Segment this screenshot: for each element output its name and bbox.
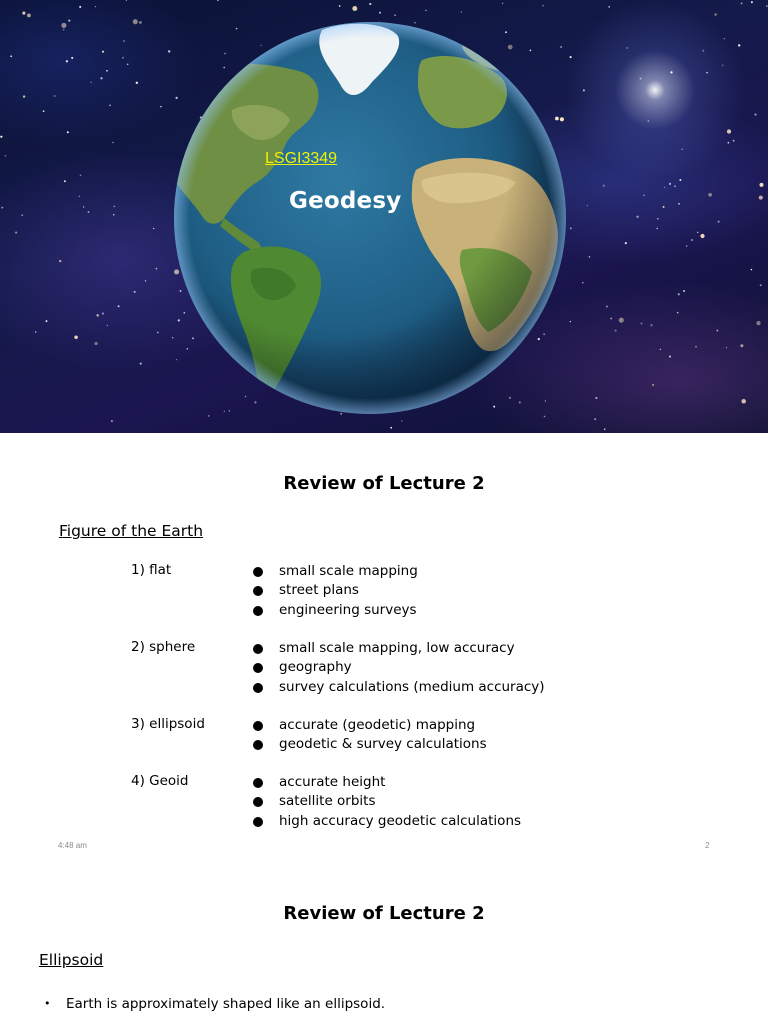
star — [741, 2, 743, 4]
star — [718, 221, 720, 223]
star — [756, 321, 760, 325]
group-label: 1) flat — [131, 562, 172, 578]
star — [636, 216, 638, 218]
star — [102, 312, 104, 314]
star — [79, 196, 80, 197]
star — [106, 70, 108, 72]
star — [670, 71, 672, 73]
star — [570, 227, 572, 229]
star — [59, 260, 61, 262]
star — [733, 140, 735, 142]
star — [615, 330, 617, 332]
section-title: Ellipsoid — [39, 951, 104, 969]
star — [54, 95, 56, 97]
list-item: survey calculations (medium accuracy) — [251, 678, 545, 697]
star — [727, 142, 729, 144]
star — [542, 5, 543, 6]
star — [669, 356, 671, 358]
star — [27, 13, 31, 17]
title-slide — [0, 0, 768, 433]
star — [766, 5, 767, 6]
star — [79, 6, 81, 8]
star — [109, 104, 111, 106]
star — [15, 231, 17, 233]
bullet-dot-icon — [253, 778, 263, 788]
star — [587, 205, 588, 206]
section-title: Figure of the Earth — [59, 522, 204, 540]
star — [608, 6, 610, 8]
bullet-dot-icon — [253, 817, 263, 827]
star — [390, 427, 392, 429]
star — [35, 331, 36, 332]
star — [740, 344, 743, 347]
star — [111, 420, 113, 422]
star — [697, 232, 699, 234]
star — [126, 0, 127, 1]
bullet-dot-icon: • — [44, 997, 51, 1010]
list-item: high accuracy geodetic calculations — [251, 812, 521, 831]
star — [582, 282, 583, 283]
star — [641, 323, 643, 325]
earth-globe-image — [172, 20, 568, 416]
star — [113, 214, 114, 215]
bullet-list — [251, 773, 521, 831]
star — [604, 428, 606, 430]
star — [21, 214, 23, 216]
slide-review-figure-of-earth — [0, 433, 768, 863]
star — [716, 330, 718, 332]
star — [679, 179, 681, 181]
star — [751, 269, 752, 270]
bullet-list — [251, 639, 545, 697]
star — [157, 332, 159, 334]
star — [95, 6, 96, 7]
star — [663, 206, 665, 208]
star — [80, 174, 82, 176]
star — [401, 420, 402, 421]
star — [708, 193, 712, 197]
bullet-list — [251, 562, 418, 620]
star — [606, 306, 608, 308]
star — [570, 321, 571, 322]
star — [23, 95, 25, 97]
slide-title: Geodesy — [289, 188, 402, 214]
star — [339, 5, 341, 7]
star — [122, 57, 124, 59]
course-code[interactable]: LSGI3349 — [265, 150, 338, 167]
star — [74, 336, 78, 340]
star — [95, 342, 98, 345]
list-item: geography — [251, 658, 545, 677]
star — [64, 180, 66, 182]
star — [759, 196, 763, 200]
star — [156, 268, 158, 270]
star — [669, 183, 671, 185]
star — [678, 293, 680, 295]
list-item: engineering surveys — [251, 601, 418, 620]
star — [702, 50, 704, 52]
star — [136, 82, 138, 84]
star — [677, 312, 679, 314]
star — [626, 47, 627, 48]
star — [640, 78, 642, 80]
star — [603, 185, 605, 187]
star — [652, 384, 654, 386]
star — [1, 207, 3, 209]
star — [83, 206, 84, 207]
star — [66, 60, 68, 62]
star — [369, 3, 371, 5]
star — [139, 21, 142, 24]
star — [625, 242, 627, 244]
list-item: geodetic & survey calculations — [251, 735, 487, 754]
star — [133, 19, 138, 24]
star — [394, 14, 395, 15]
star — [656, 228, 657, 229]
star — [10, 55, 12, 57]
star — [724, 38, 725, 39]
bullet-dot-icon — [253, 663, 263, 673]
star — [118, 305, 120, 307]
star — [71, 57, 73, 59]
star — [722, 65, 723, 66]
star — [754, 114, 756, 116]
star — [217, 0, 219, 1]
star — [706, 72, 708, 74]
bullet-dot-icon — [253, 740, 263, 750]
list-item: accurate height — [251, 773, 521, 792]
list-item: street plans — [251, 581, 418, 600]
star — [643, 194, 645, 196]
bullet-dot-icon — [253, 797, 263, 807]
star — [46, 320, 48, 322]
star — [113, 205, 115, 207]
star — [678, 203, 680, 205]
star — [5, 155, 7, 157]
star — [595, 397, 597, 399]
list-item: small scale mapping, low accuracy — [251, 639, 545, 658]
star — [68, 20, 70, 22]
star — [700, 234, 704, 238]
bullet-dot-icon — [253, 721, 263, 731]
star — [160, 106, 162, 108]
star — [760, 284, 762, 286]
star — [145, 280, 146, 281]
star — [168, 50, 170, 52]
star — [134, 291, 136, 293]
star — [695, 346, 697, 348]
bullet-dot-icon — [253, 606, 263, 616]
star — [352, 6, 357, 11]
star — [63, 29, 65, 31]
star — [660, 349, 661, 350]
star — [127, 64, 129, 66]
star — [681, 148, 683, 150]
star — [570, 56, 572, 58]
star — [691, 239, 693, 241]
star — [379, 12, 381, 14]
star — [714, 13, 716, 15]
star — [0, 136, 2, 138]
star — [140, 363, 142, 365]
list-item: satellite orbits — [251, 792, 521, 811]
star — [759, 183, 763, 187]
list-item: accurate (geodetic) mapping — [251, 716, 487, 735]
star — [683, 290, 685, 292]
star — [90, 82, 91, 83]
star — [648, 120, 650, 122]
bullet-dot-icon — [253, 567, 263, 577]
star — [741, 399, 746, 404]
star — [650, 324, 652, 326]
star — [43, 110, 45, 112]
star — [96, 314, 98, 316]
star — [88, 211, 90, 213]
group-label: 4) Geoid — [131, 773, 189, 789]
bullet-dot-icon — [253, 586, 263, 596]
star — [107, 325, 108, 326]
star — [61, 23, 66, 28]
bullet-list — [251, 716, 487, 755]
star — [674, 186, 675, 187]
star — [664, 187, 665, 188]
star — [100, 77, 102, 79]
star — [153, 228, 154, 229]
star — [123, 40, 125, 42]
star — [594, 418, 596, 420]
slide-page-number: 2 — [705, 841, 710, 850]
star — [67, 131, 69, 133]
star — [502, 3, 503, 4]
star — [112, 142, 114, 144]
star — [461, 11, 462, 12]
slide-heading: Review of Lecture 2 — [283, 473, 485, 494]
star — [726, 347, 727, 348]
star — [657, 218, 659, 220]
group-label: 3) ellipsoid — [131, 716, 205, 732]
bullet-dot-icon — [253, 683, 263, 693]
bullet-list — [44, 993, 385, 1015]
group-label: 2) sphere — [131, 639, 196, 655]
list-item: • Earth is approximately shaped like an ellipsoid. — [44, 993, 385, 1015]
star — [738, 44, 740, 46]
slide-footer-time: 4:48 am — [58, 841, 87, 850]
star — [751, 1, 753, 3]
bullet-dot-icon — [253, 644, 263, 654]
star — [589, 256, 591, 258]
star — [583, 89, 585, 91]
star — [22, 12, 25, 15]
star — [610, 318, 612, 320]
star — [686, 245, 687, 246]
slide-review-ellipsoid — [0, 863, 768, 1024]
star — [102, 51, 104, 53]
list-item: small scale mapping — [251, 562, 418, 581]
star — [727, 129, 731, 133]
star — [425, 10, 427, 12]
slide-heading: Review of Lecture 2 — [283, 903, 485, 924]
star — [619, 318, 624, 323]
